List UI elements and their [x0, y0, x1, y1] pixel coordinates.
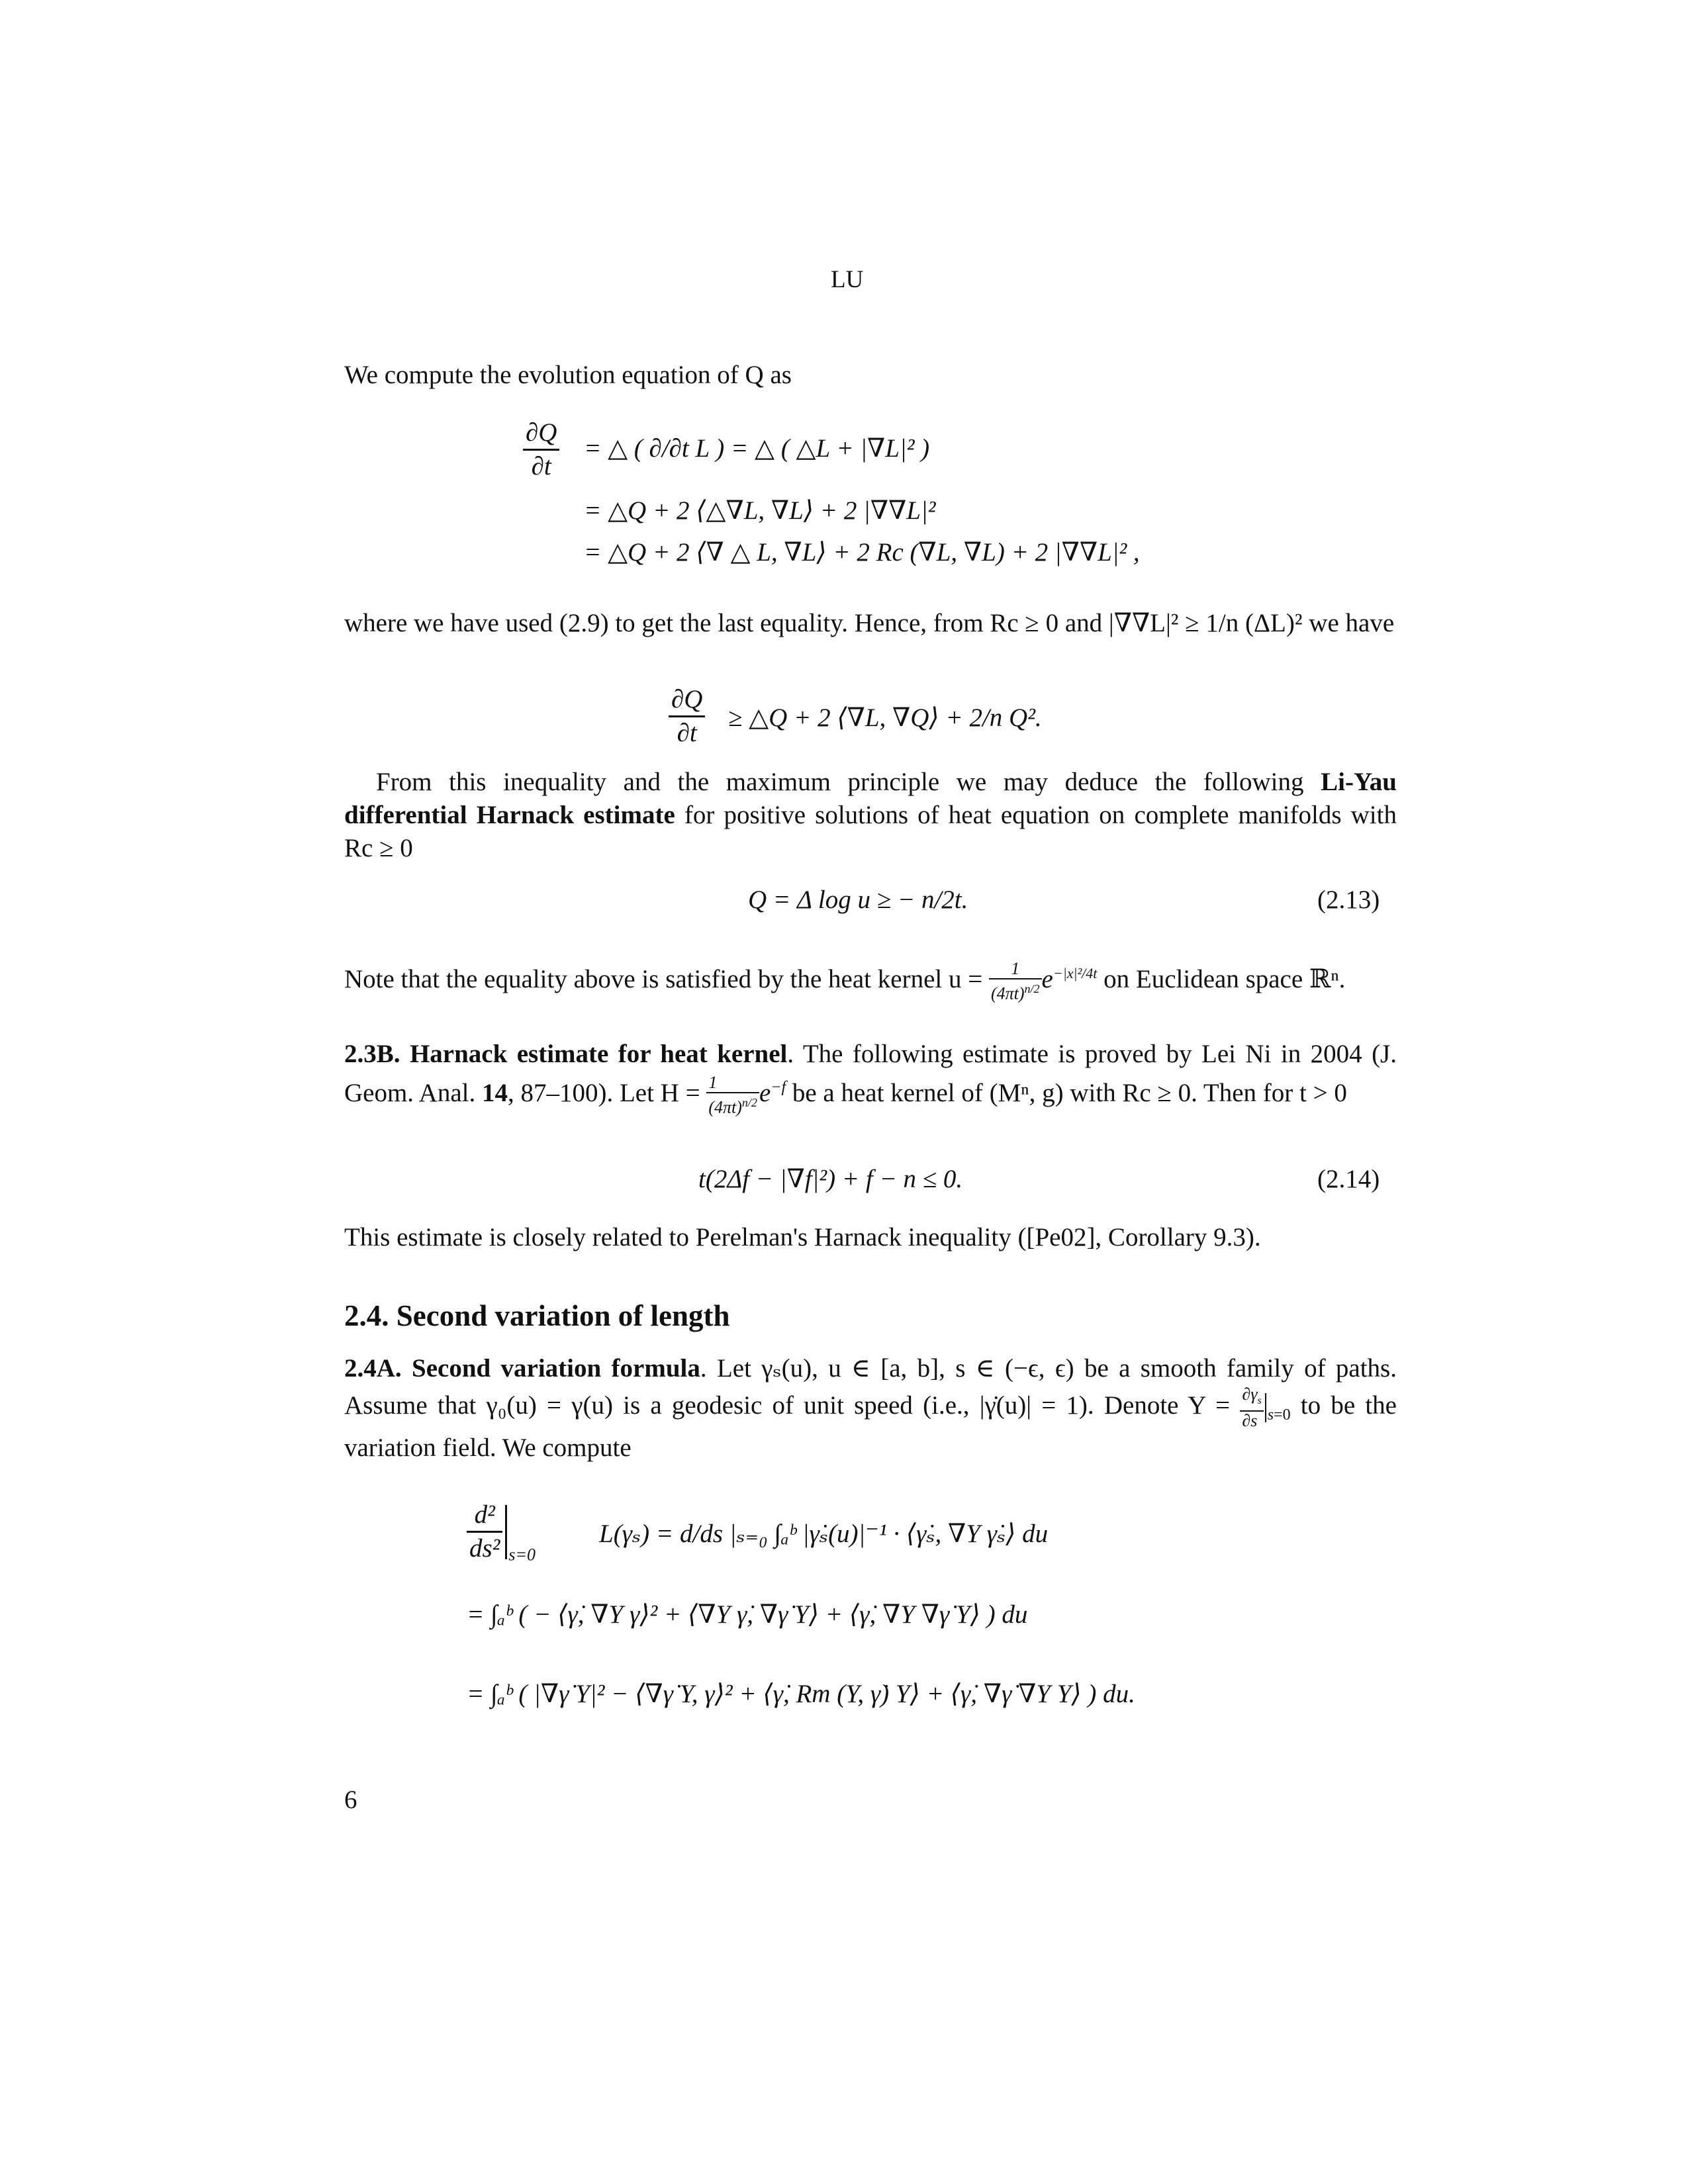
heat-kernel-text-b: on Euclidean space ℝⁿ. [1097, 965, 1346, 993]
equation-evolution-lhs: $\frac{\partial Q}{\partial t}$ [523, 417, 559, 482]
heading-2-4A: 2.4A. Second variation formula [344, 1354, 700, 1383]
equation-evolution-line-3: = △Q + 2 ⟨∇ △ L, ∇L⟩ + 2 Rc (∇L, ∇L) + 2 |∇∇L|² , [584, 538, 1140, 567]
section-heading-2-4: 2.4. Second variation of length [344, 1299, 730, 1332]
sec24A-text-b: to be the variation field. We compute [344, 1391, 1397, 1462]
heat-kernel-text-a: Note that the equality above is satisfied by the heat kernel u = [344, 965, 989, 993]
li-yau-text-b: for positive solutions of heat equation on complete manifolds with Rc ≥ 0 [344, 801, 1397, 862]
running-head: LU [831, 266, 864, 293]
second-variation-line-1: L(γₛ) = d/ds |ₛ₌₀ ∫ₐᵇ |γ̇ₛ(u)|⁻¹ · ⟨γ̇ₛ, ∇Y γ̇ₛ⟩ du [599, 1520, 1049, 1548]
heading-2-3B: 2.3B. Harnack estimate for heat kernel [344, 1040, 788, 1068]
inequality-lhs: $\frac{\partial Q}{\partial t}$ [669, 684, 705, 749]
variation-field-fraction: $\frac{\partial\gamma_s}{\partial s}$ [1240, 1385, 1263, 1430]
li-yau-bold-term: Li-Yau differential Harnack estimate [344, 768, 1397, 829]
page-number: 6 [344, 1786, 357, 1814]
paragraph-evolution-intro: We compute the evolution equation of Q as [344, 361, 792, 389]
equation-label-2-13: (2.13) [1317, 886, 1380, 914]
li-yau-text-a: From this inequality and the maximum principle we may deduce the following [376, 768, 1321, 796]
sec23B-text-b: , 87–100). Let H = [507, 1079, 707, 1107]
equation-evolution-line-2: = △Q + 2 ⟨△∇L, ∇L⟩ + 2 |∇∇L|² [584, 496, 936, 525]
second-variation-line-2: = ∫ₐᵇ ( − ⟨γ̇, ∇Y γ̇⟩² + ⟨∇Y γ̇, ∇γ̇ Y⟩ + ⟨γ̇, ∇Y ∇γ̇ Y⟩ ) du [467, 1600, 1028, 1629]
inequality-rhs: ≥ △Q + 2 ⟨∇L, ∇Q⟩ + 2/n Q². [728, 704, 1042, 732]
paragraph-2-4A: 2.4A. Second variation formula. Let γₛ(u), u ∈ [a, b], s ∈ (−ϵ, ϵ) be a smooth family of paths. Assume that γ₀(u) = γ(u) is a geodesic of unit speed (i.e., |γ̇(u)| = 1). Denote Y = $\frac{\partial\gamma_s}{\partial s}$ $_{s=0}$ to be the variation field. We compute [344, 1354, 1397, 1462]
paragraph-2-3B: 2.3B. Harnack estimate for heat kernel. The following estimate is proved by Lei Ni in 2004 (J. Geom. Anal. 14, 87–100). Let H = $\frac{1}{(4\pi t)^{n/2}}$ $e^{-f}$ be a heat kernel of (Mⁿ, g) with Rc ≥ 0. Then for t > 0 [344, 1040, 1397, 1117]
sec23B-text-c: be a heat kernel of (Mⁿ, g) with Rc ≥ 0. Then for t > 0 [786, 1079, 1347, 1107]
second-variation-line-3: = ∫ₐᵇ ( |∇γ̇ Y|² − ⟨∇γ̇ Y, γ̇⟩² + ⟨γ̇, Rm (Y, γ̇) Y⟩ + ⟨γ̇, ∇γ̇ ∇Y Y⟩ ) du. [467, 1680, 1135, 1708]
heat-kernel-H-fraction: $\frac{1}{(4\pi t)^{n/2}}$ [706, 1073, 759, 1117]
paragraph-heat-kernel: Note that the equality above is satisfied by the heat kernel u = $\frac{1}{(4\pi t)^{n/2}}$ $e^{-|x|^2/4t}$ on Euclidean space ℝⁿ. [344, 959, 1346, 1003]
paragraph-li-yau [344, 766, 1397, 865]
second-variation-lhs: $\frac{\text{d²}}{\text{ds²}}$ $_{s=0}$ [467, 1499, 536, 1571]
paragraph-used-equality: where we have used (2.9) to get the last equality. Hence, from Rc ≥ 0 and |∇∇L|² ≥ 1/n (ΔL)² we have [344, 609, 1395, 637]
equation-2-13: Q = Δ log u ≥ − n/2t. [748, 886, 968, 914]
equation-evolution-line-1: = △ ( ∂/∂t L ) = △ ( △L + |∇L|² ) [584, 434, 930, 463]
paragraph-perelman-relation: This estimate is closely related to Perelman's Harnack inequality ([Pe02], Corollary 9.3). [344, 1223, 1261, 1251]
equation-label-2-14: (2.14) [1317, 1165, 1380, 1193]
sec23B-text-a: . The following estimate is proved by Lei Ni in 2004 (J. Geom. Anal. [344, 1040, 1397, 1107]
journal-volume: 14 [481, 1079, 508, 1107]
equation-2-14: t(2Δf − |∇f|²) + f − n ≤ 0. [698, 1165, 963, 1193]
sec24A-text-a: . Let γₛ(u), u ∈ [a, b], s ∈ (−ϵ, ϵ) be a smooth family of paths. Assume that γ₀(u) = γ(u) is a geodesic of unit speed (i.e., |γ̇(u)| = 1). Denote Y = [344, 1354, 1397, 1420]
heat-kernel-fraction: $\frac{1}{(4\pi t)^{n/2}}$ [989, 960, 1042, 1003]
